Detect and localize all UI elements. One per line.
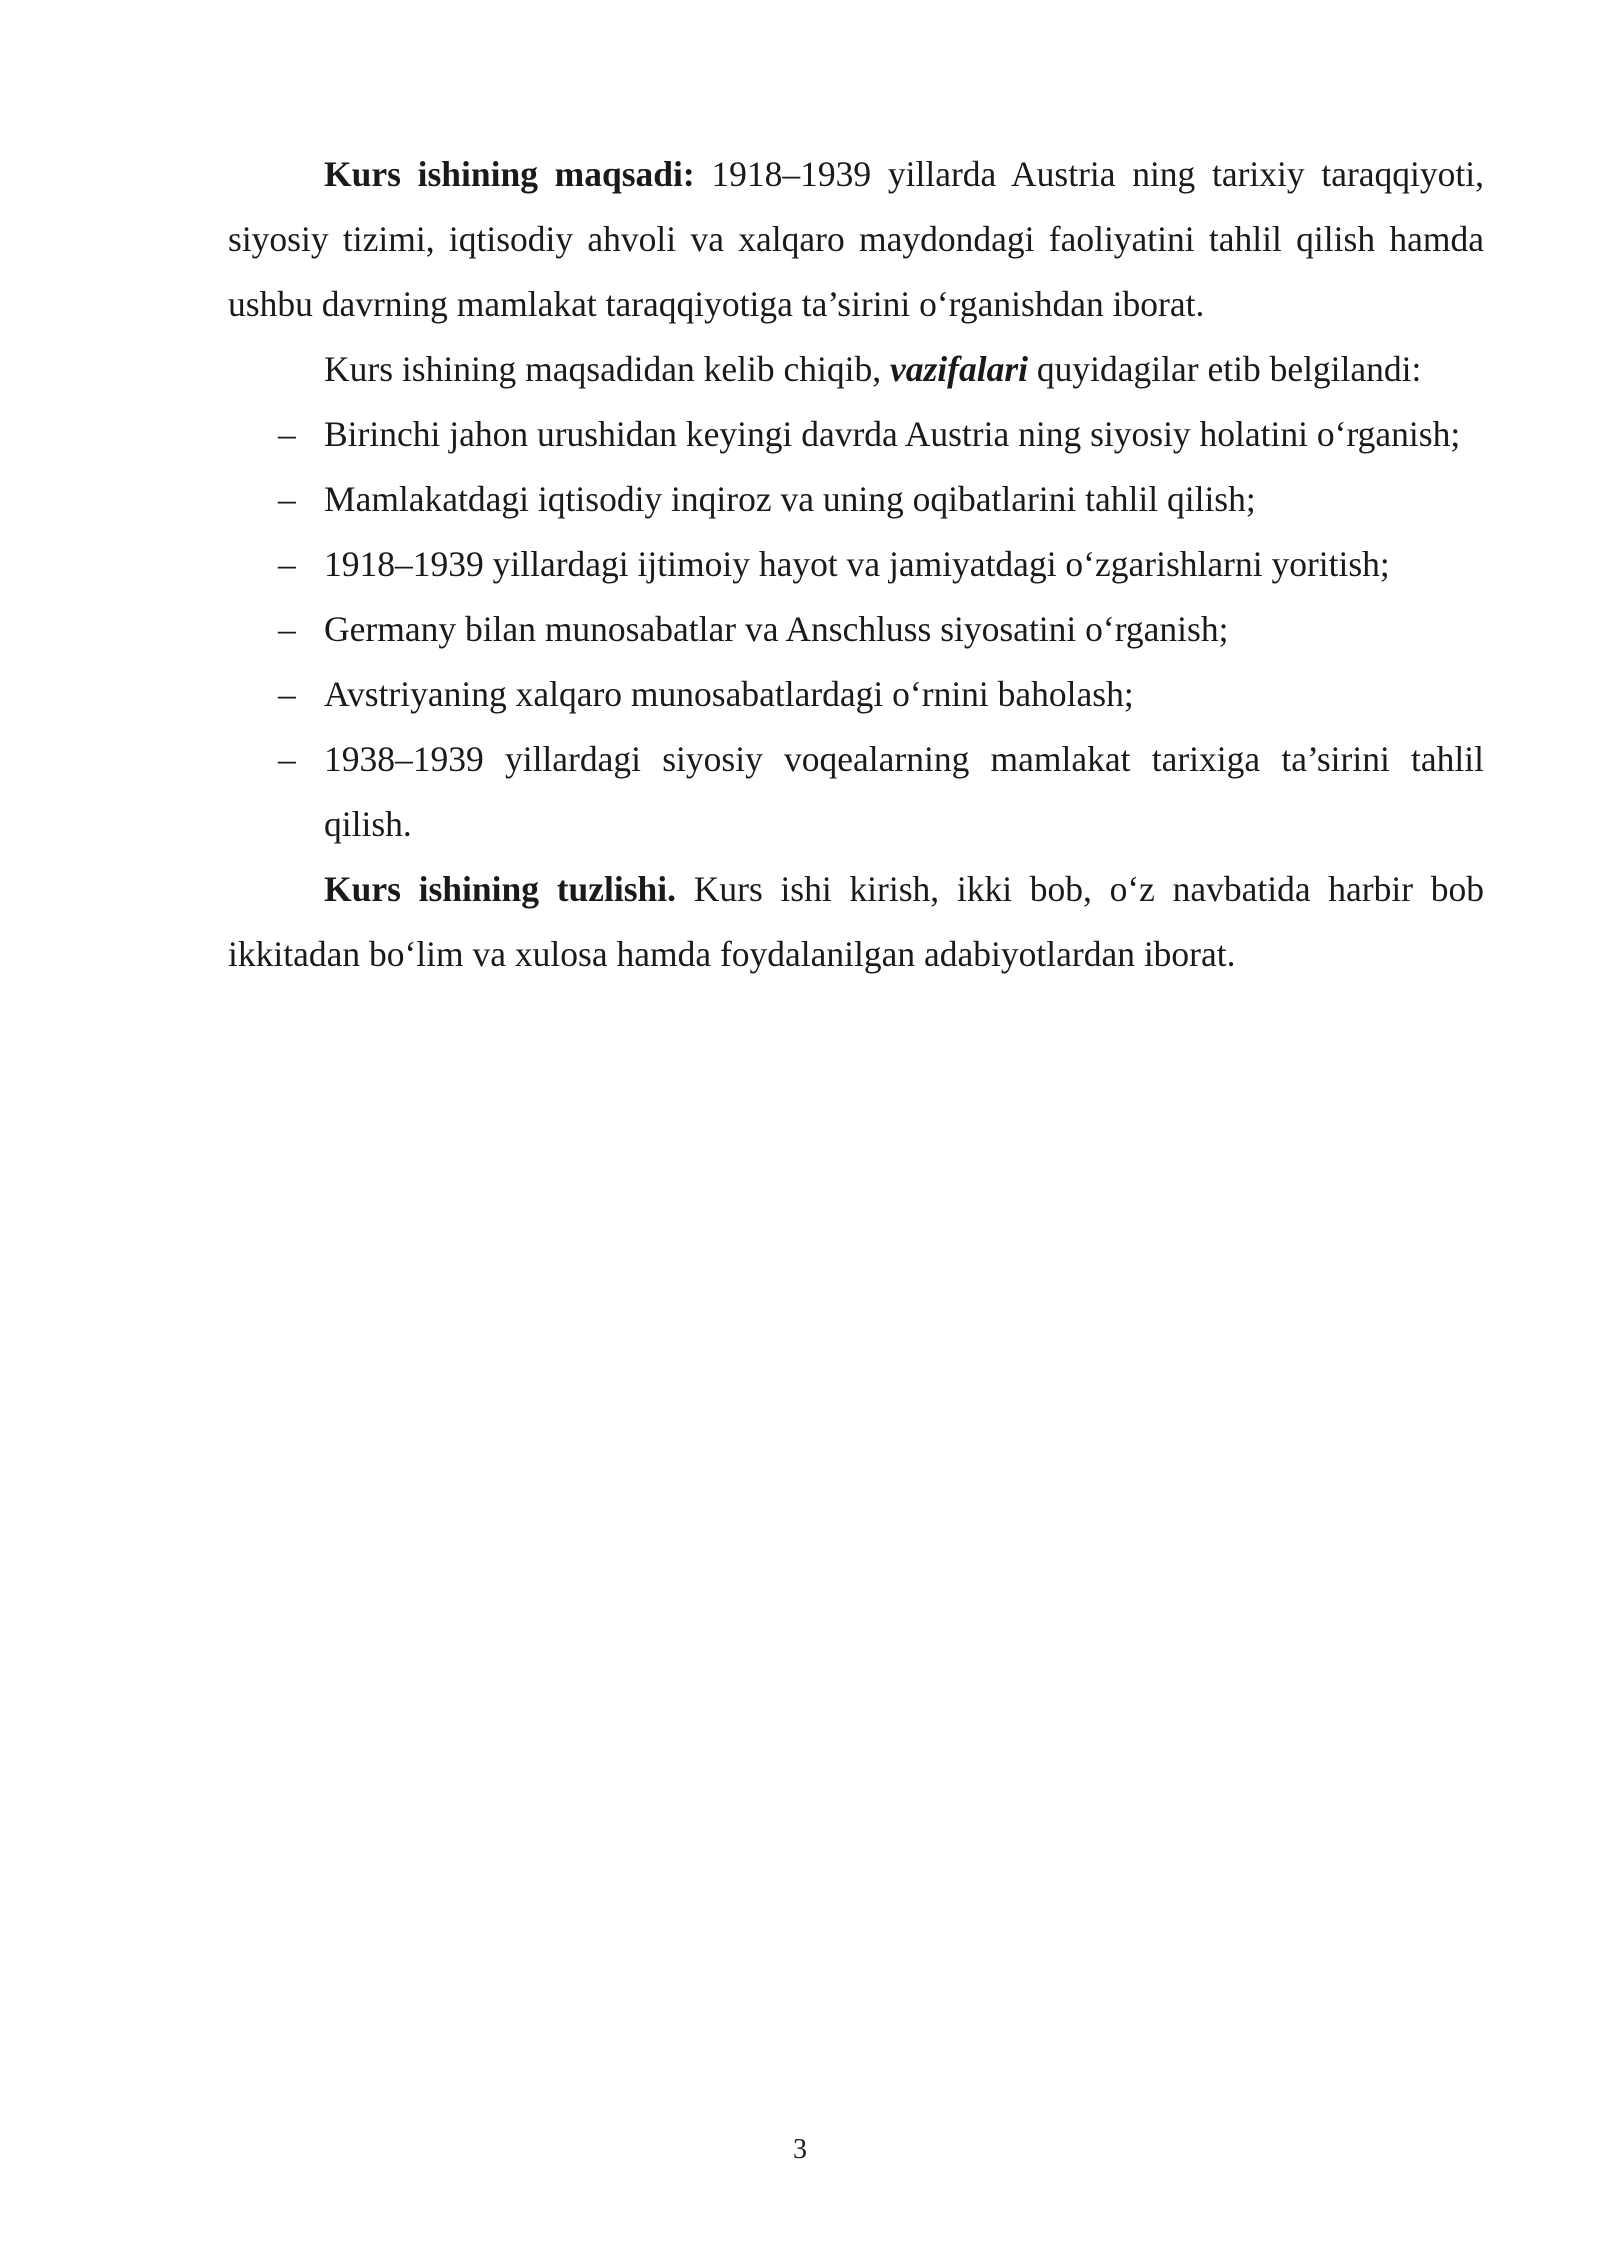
structure-paragraph	[228, 857, 1484, 987]
page-number: 3	[793, 2134, 807, 2165]
goal-paragraph	[228, 142, 1484, 337]
goal-text: 1918–1939 yillarda Austria ning tarixiy taraqqiyoti, siyosiy tizimi, iqtisodiy ahvoli va xalqaro maydondagi faoliyatini tahlil qilish hamda ushbu davrning mamlakat taraqqiyotiga ta’sirini o‘rganishdan iborat.	[228, 154, 1485, 324]
goal-label: Kurs ishining maqsadi:	[324, 154, 695, 194]
structure-text: Kurs ishi kirish, ikki bob, o‘z navbatida harbir bob ikkitadan bo‘lim va xulosa hamda foydalanilgan adabiyotlardan iborat.	[228, 869, 1484, 974]
task-text: 1938–1939 yillardagi siyosiy voqealarning mamlakat tarixiga ta’sirini tahlil qilish.	[324, 739, 1484, 844]
dash-bullet-icon: –	[278, 674, 296, 714]
list-item	[228, 662, 1484, 727]
task-text: Mamlakatdagi iqtisodiy inqiroz va uning oqibatlarini tahlil qilish;	[324, 479, 1256, 519]
task-text: Birinchi jahon urushidan keyingi davrda Austria ning siyosiy holatini o‘rganish;	[324, 414, 1461, 454]
dash-bullet-icon: –	[278, 479, 296, 519]
tasks-intro-emphasis: vazifalari	[889, 349, 1029, 389]
task-text: Avstriyaning xalqaro munosabatlardagi o‘rnini baholash;	[324, 674, 1134, 714]
task-text: Germany bilan munosabatlar va Anschluss siyosatini o‘rganish;	[324, 609, 1229, 649]
list-item	[228, 467, 1484, 532]
tasks-intro-before: Kurs ishining maqsadidan kelib chiqib,	[324, 349, 890, 389]
task-list	[228, 402, 1484, 857]
structure-label: Kurs ishining tuzlishi.	[324, 869, 677, 909]
list-item	[228, 727, 1484, 857]
document-body	[228, 142, 1484, 987]
dash-bullet-icon: –	[278, 414, 296, 454]
dash-bullet-icon: –	[278, 544, 296, 584]
list-item	[228, 532, 1484, 597]
tasks-intro-after: quyidagilar etib belgilandi:	[1028, 349, 1422, 389]
list-item	[228, 402, 1484, 467]
dash-bullet-icon: –	[278, 609, 296, 649]
dash-bullet-icon: –	[278, 739, 296, 779]
list-item	[228, 597, 1484, 662]
tasks-intro-paragraph	[228, 337, 1484, 402]
task-text: 1918–1939 yillardagi ijtimoiy hayot va jamiyatdagi o‘zgarishlarni yoritish;	[324, 544, 1390, 584]
